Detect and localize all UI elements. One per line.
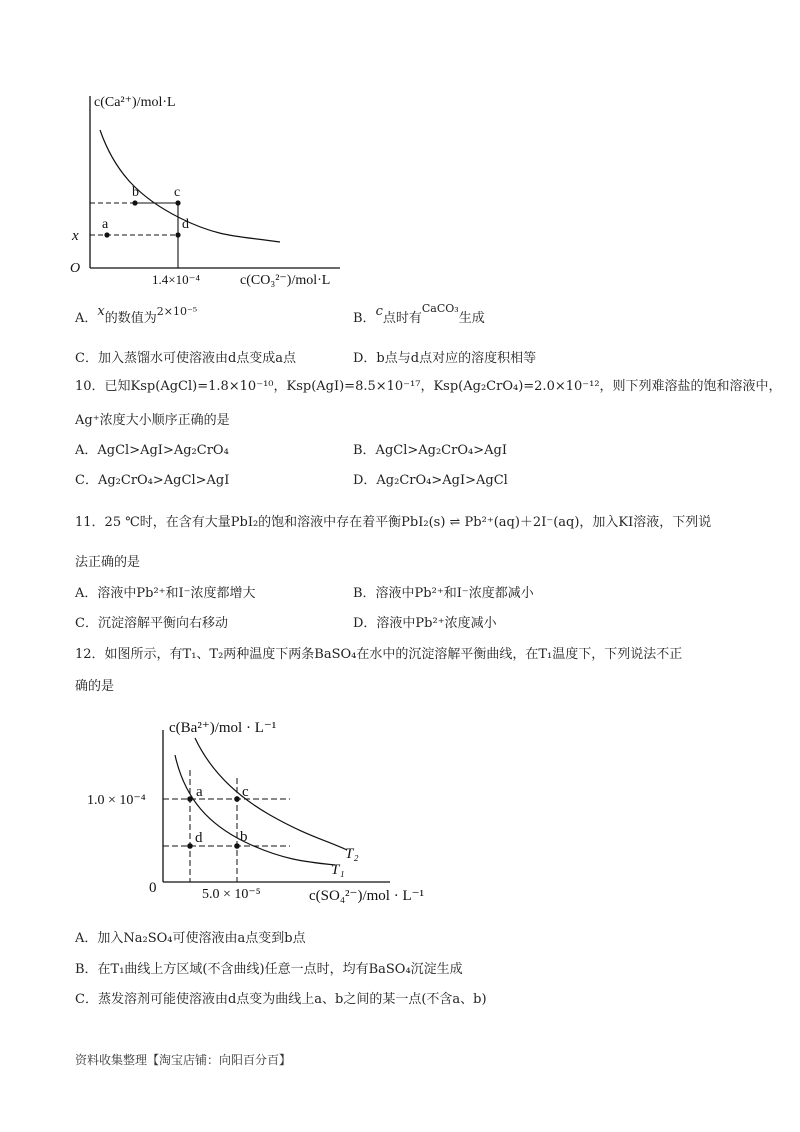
q9-b-prefix: B． (353, 311, 376, 326)
fig1-point-d (175, 232, 180, 237)
fig1-xlabel: c(CO₃²⁻)/mol·L (240, 273, 331, 288)
q10-option-b: B．AgCl>Ag₂CrO₄>AgI (353, 443, 507, 458)
fig1-x-tick: 1.4×10⁻⁴ (152, 272, 200, 287)
fig2-origin: 0 (149, 880, 157, 896)
q12-option-a: A．加入Na₂SO₄可使溶液由a点变到b点 (75, 931, 306, 946)
q12-stem-line2: 确的是 (75, 679, 115, 694)
q11-stem-line2: 法正确的是 (75, 555, 141, 570)
q12-option-c: C．蒸发溶剂可能使溶液由d点变为曲线上a、b之间的某一点(不含a、b) (75, 992, 487, 1007)
q12-option-b: B．在T₁曲线上方区域(不含曲线)任意一点时，均有BaSO₄沉淀生成 (75, 962, 463, 977)
fig2-label-t2: T₂ (345, 846, 359, 862)
q9-option-a (75, 304, 198, 328)
fig1-x-marker: x (72, 228, 79, 244)
q10-stem-line1: 10．已知Ksp(AgCl)=1.8×10⁻¹⁰，Ksp(AgI)=8.5×10⁻¹⁷，Ksp(Ag₂CrO₄)=2.0×10⁻¹²，则下列难溶盐的饱和溶液中， (75, 379, 782, 394)
page-footer: 资料收集整理【淘宝店铺：向阳百分百】 (75, 1053, 292, 1067)
q9-a-prefix: A． (75, 311, 98, 326)
fig1-label-d: d (182, 217, 189, 232)
q9-b-var: c (375, 304, 383, 319)
q11-option-c: C．沉淀溶解平衡向右移动 (75, 616, 228, 631)
q9-option-d: D．b点与d点对应的溶度积相等 (353, 351, 537, 366)
fig2-point-c (234, 796, 240, 802)
fig1-origin: O (70, 261, 81, 276)
figure-1-ca-co3-graph (60, 88, 360, 298)
fig2-x-tick: 5.0 × 10⁻⁵ (202, 887, 261, 902)
q12-stem-line1: 12．如图所示，有T₁、T₂两种温度下两条BaSO₄在水中的沉淀溶解平衡曲线，在T₁温度下，下列说法不正 (75, 647, 683, 662)
q10-stem-line2: Ag⁺浓度大小顺序正确的是 (75, 413, 230, 428)
fig1-point-a (104, 232, 109, 237)
fig1-label-a: a (102, 217, 109, 232)
q9-a-text: 的数值为 (104, 311, 157, 326)
fig2-label-c: c (242, 784, 249, 800)
q11-stem-line1: 11．25 ℃时，在含有大量PbI₂的饱和溶液中存在着平衡PbI₂(s) ⇌ Pb²⁺(aq)＋2I⁻(aq)，加入KI溶液，下列说 (75, 515, 712, 530)
q10-option-a: A．AgCl>AgI>Ag₂CrO₄ (75, 443, 229, 458)
fig2-label-a: a (196, 784, 203, 800)
q9-b-chem: CaCO₃ (421, 302, 459, 315)
fig2-xlabel: c(SO₄²⁻)/mol · L⁻¹ (309, 888, 425, 904)
q9-a-var: x (97, 304, 105, 319)
q9-b-post: 生成 (458, 311, 485, 326)
q10-option-c: C．Ag₂CrO₄>AgCl>AgI (75, 473, 230, 488)
fig2-point-d (187, 843, 193, 849)
fig2-y-tick: 1.0 × 10⁻⁴ (87, 793, 146, 808)
fig1-curve (100, 130, 280, 242)
fig1-point-c (175, 200, 180, 205)
q11-option-a: A．溶液中Pb²⁺和I⁻浓度都增大 (75, 586, 256, 601)
fig2-ylabel: c(Ba²⁺)/mol · L⁻¹ (169, 720, 277, 736)
fig1-label-b: b (132, 185, 139, 200)
q11-option-b: B．溶液中Pb²⁺和I⁻浓度都减小 (353, 586, 534, 601)
q9-a-value: 2×10⁻⁵ (156, 305, 198, 318)
q10-option-d: D．Ag₂CrO₄>AgI>AgCl (353, 473, 508, 488)
fig2-label-b: b (240, 829, 248, 845)
fig1-ylabel: c(Ca²⁺)/mol·L (94, 95, 176, 110)
q11-option-d: D．溶液中Pb²⁺浓度减小 (353, 616, 497, 631)
fig2-label-d: d (195, 830, 203, 846)
fig2-curve-t2 (195, 738, 347, 850)
fig1-label-c: c (174, 185, 181, 200)
fig2-point-a (187, 796, 193, 802)
q9-option-c: C．加入蒸馏水可使溶液由d点变成a点 (75, 351, 297, 366)
figure-2-baso4-graph (85, 710, 455, 910)
q9-b-text: 点时有 (382, 311, 422, 326)
fig1-point-b (132, 200, 137, 205)
q9-option-b (353, 302, 485, 328)
fig2-curve-t1 (175, 755, 335, 865)
fig2-point-b (234, 843, 240, 849)
fig2-label-t1: T₁ (331, 862, 345, 878)
